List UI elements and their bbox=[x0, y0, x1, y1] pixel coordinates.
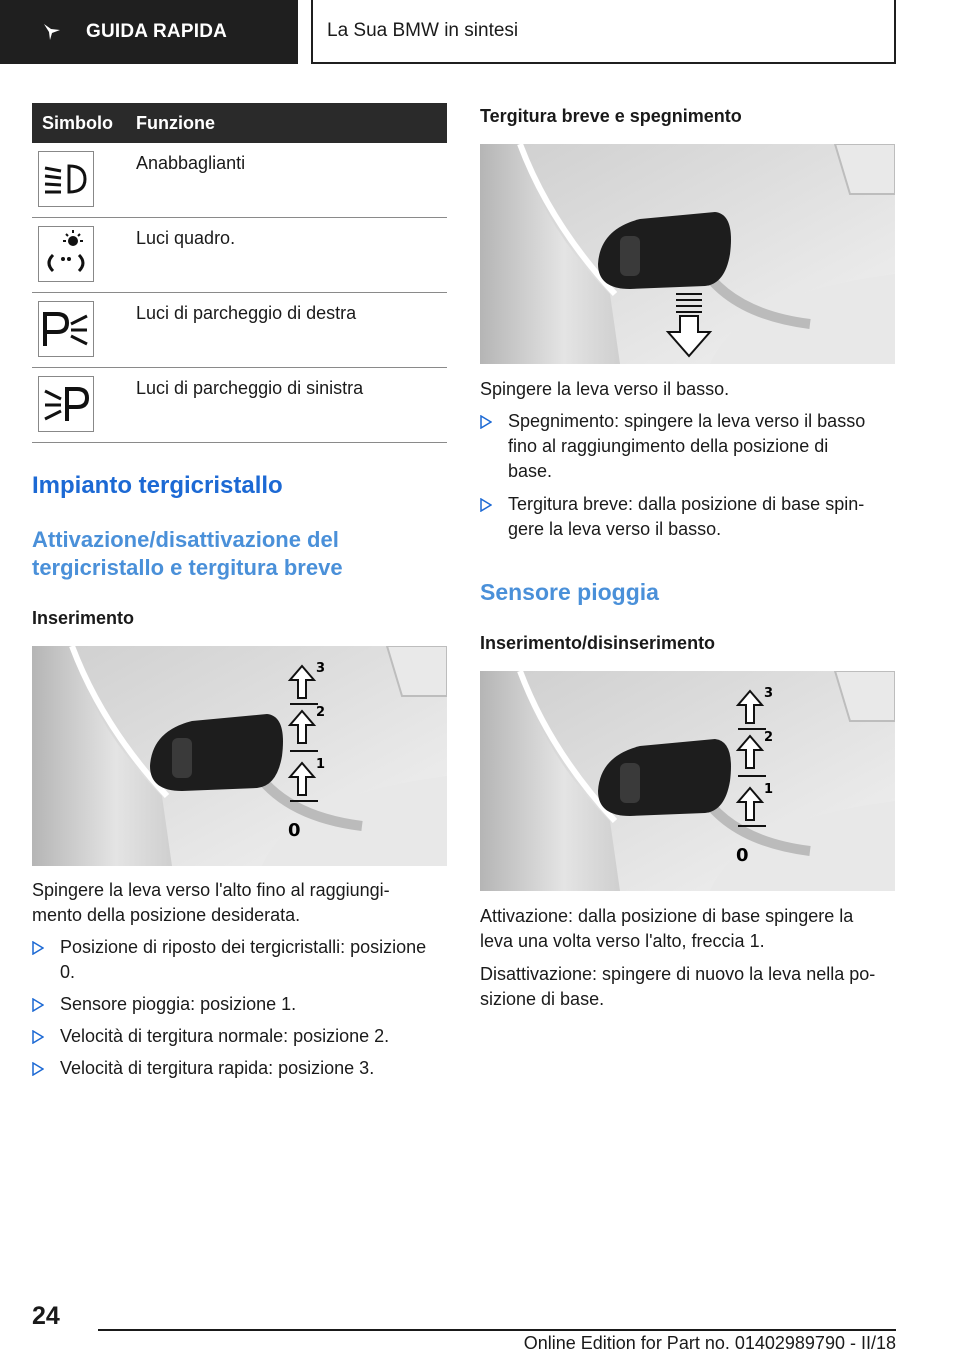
rain-sensor-lever-illustration bbox=[480, 671, 895, 891]
triangle-bullet-icon bbox=[480, 498, 492, 512]
low-beam-icon bbox=[38, 151, 94, 207]
dashboard-lights-icon bbox=[38, 226, 94, 282]
position-label-1: 1 bbox=[316, 757, 326, 772]
table-row bbox=[32, 143, 447, 218]
position-label-3: 3 bbox=[764, 686, 774, 701]
left-parking-light-icon bbox=[38, 376, 94, 432]
wiper-lever-up-illustration bbox=[32, 646, 447, 866]
activation-line1: Attivazione: dalla posizione di base spingere la bbox=[480, 906, 854, 926]
list-item: Velocità di tergitura rapida: posizione 3. bbox=[32, 1056, 447, 1081]
list-item: Velocità di tergitura normale: posizione 2. bbox=[32, 1024, 447, 1049]
chapter-title: La Sua BMW in sintesi bbox=[327, 20, 519, 41]
activation-line2: leva una volta verso l'alto, freccia 1. bbox=[480, 931, 765, 951]
triangle-bullet-icon bbox=[480, 415, 492, 429]
wiper-lever-down-illustration bbox=[480, 144, 895, 364]
table-cell-function: Luci di parcheggio di sinistra bbox=[136, 378, 364, 398]
table-cell-function: Luci di parcheggio di destra bbox=[136, 303, 357, 323]
quick-guide-star-icon bbox=[42, 22, 62, 42]
right-parking-light-icon bbox=[38, 301, 94, 357]
chapter-title-box bbox=[311, 0, 896, 64]
table-row bbox=[32, 218, 447, 293]
paragraph-heading: Inserimento/disinserimento bbox=[480, 633, 716, 653]
section-tab[interactable] bbox=[0, 0, 298, 64]
footer-divider bbox=[98, 1329, 896, 1331]
triangle-bullet-icon bbox=[32, 998, 44, 1012]
table-header bbox=[32, 103, 447, 143]
section-heading: Impianto tergicristallo bbox=[32, 472, 283, 499]
table-row bbox=[32, 368, 447, 443]
list-item: Spegnimento: spingere la leva verso il basso fino al raggiungimento della posizione di base. bbox=[480, 409, 895, 484]
column-header-function: Funzione bbox=[136, 112, 215, 133]
triangle-bullet-icon bbox=[32, 1062, 44, 1076]
instruction-line1: Spingere la leva verso l'alto fino al raggiungi- bbox=[32, 880, 390, 900]
list-item: Tergitura breve: dalla posizione di base spin- gere la leva verso il basso. bbox=[480, 492, 895, 542]
position-label-2: 2 bbox=[764, 730, 774, 745]
table-row bbox=[32, 293, 447, 368]
position-label-3: 3 bbox=[316, 661, 326, 676]
position-label-0: 0 bbox=[736, 845, 749, 866]
paragraph-heading: Tergitura breve e spegnimento bbox=[480, 106, 742, 126]
subsection-heading-line1: Attivazione/disattivazione del bbox=[32, 527, 339, 552]
table-cell-function: Anabbaglianti bbox=[136, 153, 246, 173]
page-number: 24 bbox=[32, 1302, 60, 1330]
symbol-table bbox=[32, 103, 447, 443]
instruction-line2: mento della posizione desiderata. bbox=[32, 905, 301, 925]
list-item: Posizione di riposto dei tergicristalli: posizione 0. bbox=[32, 935, 452, 985]
deactivation-line1: Disattivazione: spingere di nuovo la leva nella po- bbox=[480, 964, 876, 984]
column-header-symbol: Simbolo bbox=[42, 112, 113, 133]
table-cell-function: Luci quadro. bbox=[136, 228, 236, 248]
paragraph-heading: Inserimento bbox=[32, 608, 135, 628]
subsection-heading: Sensore pioggia bbox=[480, 579, 659, 605]
edition-info: Online Edition for Part no. 01402989790 - II/18 bbox=[523, 1333, 896, 1353]
triangle-bullet-icon bbox=[32, 941, 44, 955]
deactivation-line2: sizione di base. bbox=[480, 989, 605, 1009]
instruction: Spingere la leva verso il basso. bbox=[480, 379, 730, 399]
page-header bbox=[0, 0, 960, 66]
list-item: Sensore pioggia: posizione 1. bbox=[32, 992, 447, 1017]
position-label-2: 2 bbox=[316, 705, 326, 720]
section-tab-label: GUIDA RAPIDA bbox=[86, 21, 228, 42]
position-label-1: 1 bbox=[764, 782, 774, 797]
position-label-0: 0 bbox=[288, 820, 301, 841]
triangle-bullet-icon bbox=[32, 1030, 44, 1044]
subsection-heading-line2: tergicristallo e tergitura breve bbox=[32, 555, 343, 580]
